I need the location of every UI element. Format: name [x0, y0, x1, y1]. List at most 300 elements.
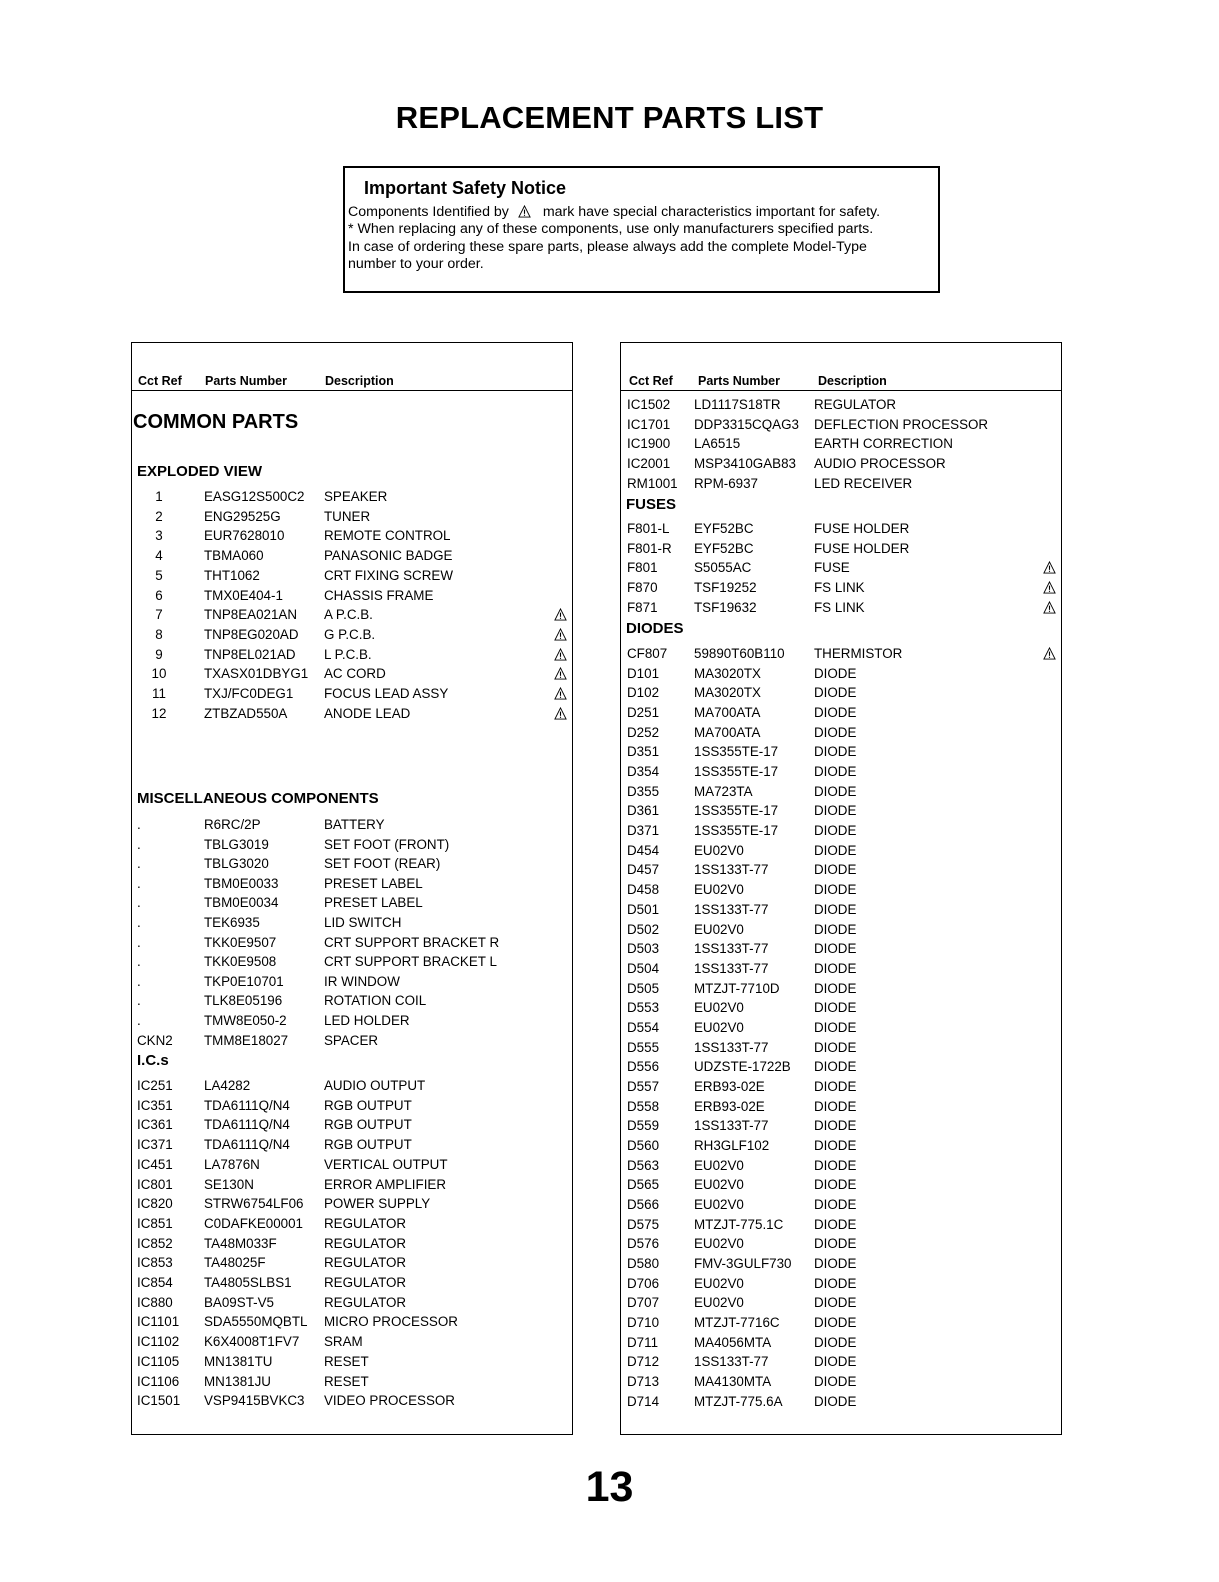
- cct-ref-cell: IC371: [137, 1137, 173, 1153]
- part-number-cell: MTZJT-775.6A: [694, 1393, 783, 1409]
- table-row: [621, 1040, 1061, 1059]
- part-number-cell: EU02V0: [694, 1275, 744, 1291]
- description-cell: DIODE: [814, 744, 857, 760]
- description-cell: DIODE: [814, 1374, 857, 1390]
- cct-ref-cell: D102: [627, 685, 660, 701]
- table-row: [621, 1256, 1061, 1275]
- table-row: [132, 1354, 572, 1373]
- table-row: [621, 1177, 1061, 1196]
- part-number-cell: TNP8EA021AN: [204, 607, 298, 623]
- cct-ref-cell: D576: [627, 1236, 660, 1252]
- part-number-cell: TXJ/FC0DEG1: [204, 686, 294, 701]
- table-row: [132, 876, 572, 895]
- cct-ref-cell: .: [137, 915, 141, 930]
- table-row: [621, 1315, 1061, 1334]
- part-number-cell: LA6515: [694, 436, 741, 452]
- description-cell: DIODE: [814, 1295, 857, 1311]
- page-title: REPLACEMENT PARTS LIST: [395, 100, 824, 135]
- description-cell: RESET: [324, 1353, 369, 1369]
- table-row: [621, 1217, 1061, 1236]
- part-number-cell: R6RC/2P: [204, 817, 261, 832]
- part-number-cell: MTZJT-7710D: [694, 980, 780, 996]
- part-number-cell: SE130N: [204, 1176, 254, 1192]
- table-row: [621, 1335, 1061, 1354]
- description-cell: AUDIO PROCESSOR: [814, 456, 946, 472]
- description-cell: REGULATOR: [814, 397, 897, 412]
- cct-ref-cell: CKN2: [137, 1032, 173, 1048]
- part-number-cell: 1SS133T-77: [694, 960, 769, 976]
- cct-ref-cell: D706: [627, 1275, 660, 1291]
- description-cell: SPACER: [324, 1032, 379, 1048]
- description-cell: DIODE: [814, 862, 857, 878]
- table-row: [132, 607, 572, 626]
- part-number-cell: TMX0E404-1: [204, 587, 283, 603]
- part-number-cell: EYF52BC: [694, 521, 754, 536]
- warning-triangle-icon: [1043, 601, 1056, 617]
- table-row: [621, 882, 1061, 901]
- cct-ref-cell: 8: [155, 626, 163, 642]
- cct-ref-cell: D557: [627, 1078, 660, 1094]
- table-row: [132, 1137, 572, 1156]
- cct-ref-cell: D502: [627, 921, 660, 937]
- cct-ref-cell: D355: [627, 783, 660, 799]
- table-row: [132, 1013, 572, 1032]
- cct-ref-cell: D713: [627, 1374, 660, 1390]
- table-row: [621, 764, 1061, 783]
- part-number-cell: TBMA060: [204, 548, 264, 564]
- table-row: [621, 1158, 1061, 1177]
- part-number-cell: EU02V0: [694, 1177, 744, 1193]
- page-number: 13: [585, 1463, 634, 1511]
- cct-ref-cell: D101: [627, 665, 660, 681]
- part-number-cell: TSF19252: [694, 580, 757, 596]
- description-cell: DIODE: [814, 1000, 857, 1016]
- table-row: [132, 548, 572, 567]
- part-number-cell: BA09ST-V5: [204, 1294, 274, 1310]
- table-row: [621, 1276, 1061, 1295]
- table-row: [621, 862, 1061, 881]
- table-row: [621, 823, 1061, 842]
- diodes-heading: DIODES: [626, 620, 684, 637]
- description-cell: PRESET LABEL: [324, 895, 423, 911]
- table-row: [621, 1079, 1061, 1098]
- part-number-cell: MA4130MTA: [694, 1374, 772, 1390]
- part-number-cell: EU02V0: [694, 842, 744, 858]
- table-row: [621, 476, 1061, 495]
- cct-ref-cell: 12: [151, 705, 167, 721]
- table-row: [132, 647, 572, 666]
- part-number-cell: RPM-6937: [694, 475, 759, 491]
- cct-ref-cell: 3: [155, 528, 163, 544]
- cct-ref-cell: IC451: [137, 1156, 173, 1172]
- part-number-cell: EU02V0: [694, 1197, 744, 1213]
- warning-triangle-icon: [1043, 647, 1056, 663]
- safety-notice-line-3: In case of ordering these spare parts, please always add the complete Model-Type: [348, 239, 867, 255]
- table-row: [621, 902, 1061, 921]
- description-cell: DIODE: [814, 1216, 857, 1232]
- cct-ref-cell: D554: [627, 1019, 660, 1035]
- table-row: [621, 1197, 1061, 1216]
- description-cell: DIODE: [814, 764, 857, 780]
- cct-ref-cell: IC1501: [137, 1393, 181, 1409]
- table-row: [132, 1374, 572, 1393]
- part-number-cell: THT1062: [204, 567, 260, 583]
- table-row: [132, 954, 572, 973]
- common-parts-heading: COMMON PARTS: [133, 411, 299, 433]
- cct-ref-cell: D710: [627, 1315, 660, 1331]
- part-number-cell: TDA6111Q/N4: [204, 1097, 290, 1113]
- cct-ref-cell: D560: [627, 1138, 660, 1153]
- description-cell: DIODE: [814, 1177, 857, 1193]
- part-number-cell: ENG29525G: [204, 508, 281, 524]
- warning-triangle-icon: [554, 707, 567, 723]
- description-cell: TUNER: [324, 508, 371, 524]
- description-cell: MICRO PROCESSOR: [324, 1314, 458, 1330]
- part-number-cell: LA7876N: [204, 1156, 260, 1172]
- cct-ref-cell: D712: [627, 1354, 660, 1370]
- part-number-cell: MA3020TX: [694, 665, 761, 681]
- cct-ref-cell: D565: [627, 1177, 660, 1193]
- table-row: [621, 666, 1061, 685]
- part-number-cell: VSP9415BVKC3: [204, 1393, 305, 1409]
- table-row: [132, 489, 572, 508]
- cct-ref-cell: 7: [155, 607, 163, 623]
- cct-ref-cell: 10: [151, 666, 167, 682]
- table-row: [621, 1059, 1061, 1078]
- part-number-cell: EU02V0: [694, 1236, 744, 1252]
- description-cell: RGB OUTPUT: [324, 1137, 412, 1153]
- table-row: [132, 993, 572, 1012]
- cct-ref-cell: 6: [155, 587, 163, 603]
- cct-ref-cell: F870: [627, 580, 658, 596]
- part-number-cell: TNP8EL021AD: [204, 646, 296, 662]
- part-number-cell: ERB93-02E: [694, 1098, 765, 1114]
- description-cell: VIDEO PROCESSOR: [324, 1393, 455, 1409]
- part-number-cell: 1SS133T-77: [694, 1039, 769, 1055]
- description-cell: DIODE: [814, 1019, 857, 1035]
- cct-ref-cell: IC351: [137, 1097, 173, 1113]
- warning-triangle-icon: [518, 205, 531, 218]
- cct-ref-cell: .: [137, 817, 141, 832]
- cct-ref-cell: .: [137, 993, 141, 1009]
- table-row: [132, 895, 572, 914]
- description-cell: REGULATOR: [324, 1294, 407, 1310]
- table-row: [621, 1099, 1061, 1118]
- cct-ref-cell: IC1105: [137, 1353, 180, 1369]
- part-number-cell: DDP3315CQAG3: [694, 416, 799, 432]
- cct-ref-cell: D580: [627, 1256, 660, 1272]
- description-cell: EARTH CORRECTION: [814, 436, 953, 452]
- part-number-cell: TXASX01DBYG1: [204, 666, 309, 682]
- part-number-cell: MN1381TU: [204, 1353, 273, 1369]
- part-number-cell: ERB93-02E: [694, 1078, 765, 1094]
- table-row: [132, 666, 572, 685]
- description-cell: CRT SUPPORT BRACKET L: [324, 954, 497, 970]
- cct-ref-cell: RM1001: [627, 475, 678, 491]
- part-number-cell: TBLG3019: [204, 836, 269, 852]
- table-row: [132, 1334, 572, 1353]
- description-cell: LID SWITCH: [324, 915, 402, 930]
- table-row: [621, 1118, 1061, 1137]
- description-cell: CHASSIS FRAME: [324, 587, 434, 603]
- exploded-view-heading: EXPLODED VIEW: [137, 463, 263, 480]
- table-row: [132, 1295, 572, 1314]
- table-row: [621, 1000, 1061, 1019]
- cct-ref-cell: .: [137, 856, 141, 872]
- part-number-cell: FMV-3GULF730: [694, 1256, 792, 1272]
- cct-ref-cell: D503: [627, 941, 660, 957]
- description-cell: FUSE: [814, 560, 850, 576]
- safety-notice-title: Important Safety Notice: [364, 178, 567, 198]
- part-number-cell: 1SS133T-77: [694, 1118, 769, 1134]
- part-number-cell: LD1117S18TR: [694, 397, 781, 412]
- part-number-cell: MA3020TX: [694, 685, 761, 701]
- description-cell: DIODE: [814, 1157, 857, 1173]
- table-row: [132, 1216, 572, 1235]
- table-row: [621, 1295, 1061, 1314]
- cct-ref-cell: D351: [627, 744, 660, 760]
- misc-components-heading: MISCELLANEOUS COMPONENTS: [137, 790, 379, 807]
- cct-ref-cell: F801-L: [627, 521, 670, 536]
- description-cell: DIODE: [814, 1334, 857, 1350]
- description-cell: DIODE: [814, 1197, 857, 1213]
- cct-ref-cell: .: [137, 875, 141, 891]
- cct-ref-header: Cct Ref: [629, 374, 673, 388]
- part-number-cell: MA700ATA: [694, 705, 761, 721]
- table-row: [132, 706, 572, 725]
- description-cell: SPEAKER: [324, 489, 388, 504]
- part-number-cell: UDZSTE-1722B: [694, 1059, 791, 1075]
- table-row: [621, 941, 1061, 960]
- part-number-cell: 1SS133T-77: [694, 1354, 769, 1370]
- cct-ref-cell: IC1101: [137, 1314, 180, 1330]
- safety-notice-line-4: number to your order.: [348, 256, 484, 272]
- part-number-cell: STRW6754LF06: [204, 1196, 304, 1212]
- table-row: [621, 981, 1061, 1000]
- part-number-cell: 1SS355TE-17: [694, 744, 779, 760]
- description-header: Description: [325, 374, 394, 388]
- warning-triangle-icon: [1043, 561, 1056, 577]
- table-row: [621, 922, 1061, 941]
- table-row: [621, 521, 1061, 540]
- part-number-cell: 1SS133T-77: [694, 901, 769, 917]
- description-cell: DIODE: [814, 921, 857, 937]
- table-row: [132, 686, 572, 705]
- cct-ref-cell: IC820: [137, 1196, 173, 1212]
- part-number-cell: EASG12S500C2: [204, 489, 305, 504]
- part-number-cell: RH3GLF102: [694, 1138, 770, 1153]
- part-number-cell: MA4056MTA: [694, 1334, 772, 1350]
- description-cell: DIODE: [814, 685, 857, 701]
- description-cell: FS LINK: [814, 599, 865, 615]
- description-cell: THERMISTOR: [814, 646, 903, 661]
- table-row: [621, 1236, 1061, 1255]
- description-cell: FUSE HOLDER: [814, 540, 910, 556]
- cct-ref-cell: D505: [627, 980, 660, 996]
- part-number-cell: EU02V0: [694, 1000, 744, 1016]
- part-number-cell: EU02V0: [694, 1157, 744, 1173]
- description-cell: DIODE: [814, 1315, 857, 1331]
- description-cell: DIODE: [814, 960, 857, 976]
- cct-ref-cell: D575: [627, 1216, 660, 1232]
- part-number-cell: TBM0E0033: [204, 875, 279, 891]
- cct-ref-cell: D707: [627, 1295, 660, 1311]
- description-cell: FOCUS LEAD ASSY: [324, 686, 449, 701]
- warning-triangle-icon: [554, 648, 567, 664]
- part-number-cell: MTZJT-7716C: [694, 1315, 780, 1331]
- part-number-cell: TMM8E18027: [204, 1032, 289, 1048]
- fuses-heading: FUSES: [626, 496, 677, 513]
- cct-ref-cell: F801-R: [627, 540, 672, 556]
- table-row: [132, 974, 572, 993]
- part-number-cell: TA48M033F: [204, 1235, 277, 1251]
- description-cell: DIODE: [814, 901, 857, 917]
- cct-ref-cell: F871: [627, 599, 658, 615]
- description-cell: DIODE: [814, 980, 857, 996]
- cct-ref-cell: IC2001: [627, 456, 671, 472]
- table-row: [621, 1374, 1061, 1393]
- table-row: [621, 600, 1061, 619]
- description-cell: PANASONIC BADGE: [324, 548, 453, 564]
- table-row: [621, 961, 1061, 980]
- description-cell: DIODE: [814, 842, 857, 858]
- description-cell: DIODE: [814, 1236, 857, 1252]
- description-cell: DIODE: [814, 1138, 857, 1153]
- description-cell: ANODE LEAD: [324, 705, 411, 721]
- part-number-cell: TKK0E9508: [204, 954, 277, 970]
- cct-ref-cell: IC853: [137, 1255, 173, 1271]
- part-number-cell: TSF19632: [694, 599, 757, 615]
- table-row: [621, 646, 1061, 665]
- table-row: [621, 784, 1061, 803]
- part-number-cell: LA4282: [204, 1078, 251, 1093]
- warning-triangle-icon: [554, 667, 567, 683]
- ics-heading: I.C.s: [137, 1052, 169, 1069]
- part-number-cell: TKK0E9507: [204, 934, 277, 950]
- part-number-cell: EU02V0: [694, 882, 744, 898]
- description-cell: FS LINK: [814, 580, 865, 596]
- table-row: [621, 803, 1061, 822]
- table-row: [132, 1033, 572, 1052]
- safety-notice-line-1-end: mark have special characteristics important for safety.: [542, 204, 881, 220]
- cct-ref-cell: IC851: [137, 1215, 173, 1231]
- cct-ref-cell: 1: [155, 489, 163, 504]
- description-cell: REGULATOR: [324, 1235, 407, 1251]
- cct-ref-cell: .: [137, 934, 141, 950]
- description-cell: DIODE: [814, 665, 857, 681]
- table-row: [621, 1138, 1061, 1157]
- description-cell: ROTATION COIL: [324, 993, 427, 1009]
- table-row: [132, 1393, 572, 1412]
- table-row: [132, 627, 572, 646]
- table-row: [621, 744, 1061, 763]
- cct-ref-cell: IC251: [137, 1078, 173, 1093]
- cct-ref-cell: IC801: [137, 1176, 173, 1192]
- table-row: [132, 915, 572, 934]
- description-cell: DIODE: [814, 1118, 857, 1134]
- table-row: [132, 817, 572, 836]
- table-row: [621, 541, 1061, 560]
- table-row: [132, 1078, 572, 1097]
- description-cell: DIODE: [814, 803, 857, 819]
- part-number-cell: EYF52BC: [694, 540, 754, 556]
- description-cell: L P.C.B.: [324, 646, 372, 662]
- description-cell: IR WINDOW: [324, 973, 400, 989]
- part-number-cell: TBLG3020: [204, 856, 269, 872]
- cct-ref-cell: D711: [627, 1334, 659, 1350]
- description-cell: LED HOLDER: [324, 1013, 410, 1028]
- part-number-cell: TKP0E10701: [204, 973, 284, 989]
- part-number-cell: TDA6111Q/N4: [204, 1117, 290, 1133]
- part-number-cell: MN1381JU: [204, 1373, 271, 1389]
- part-number-cell: MSP3410GAB83: [694, 456, 796, 472]
- table-row: [132, 856, 572, 875]
- description-cell: ERROR AMPLIFIER: [324, 1176, 447, 1192]
- table-row: [621, 397, 1061, 416]
- part-number-cell: TA4805SLBS1: [204, 1275, 292, 1290]
- cct-ref-cell: .: [137, 1013, 141, 1028]
- table-row: [621, 1394, 1061, 1413]
- part-number-cell: K6X4008T1FV7: [204, 1334, 300, 1350]
- description-header: Description: [818, 374, 887, 388]
- cct-ref-cell: IC1502: [627, 397, 671, 412]
- table-row: [132, 1157, 572, 1176]
- part-number-cell: TNP8EG020AD: [204, 626, 299, 642]
- description-cell: CRT FIXING SCREW: [324, 567, 453, 583]
- header-divider: [132, 390, 572, 391]
- description-cell: REGULATOR: [324, 1215, 407, 1231]
- cct-ref-cell: IC852: [137, 1235, 173, 1251]
- part-number-cell: C0DAFKE00001: [204, 1215, 303, 1231]
- cct-ref-cell: D371: [627, 823, 660, 839]
- description-cell: DIODE: [814, 705, 857, 721]
- description-cell: RESET: [324, 1373, 369, 1389]
- description-cell: SET FOOT (FRONT): [324, 836, 450, 852]
- table-row: [132, 1098, 572, 1117]
- part-number-cell: ZTBZAD550A: [204, 705, 288, 721]
- table-row: [132, 1275, 572, 1294]
- description-cell: DIODE: [814, 1039, 857, 1055]
- cct-ref-cell: IC361: [137, 1117, 173, 1133]
- cct-ref-cell: D553: [627, 1000, 660, 1016]
- parts-number-header: Parts Number: [205, 374, 287, 388]
- cct-ref-cell: D504: [627, 960, 660, 976]
- table-row: [621, 1354, 1061, 1373]
- left-parts-panel: [131, 342, 573, 1435]
- table-row: [621, 1020, 1061, 1039]
- part-number-cell: TLK8E05196: [204, 993, 283, 1009]
- part-number-cell: 1SS355TE-17: [694, 823, 779, 839]
- warning-triangle-icon: [554, 608, 567, 624]
- table-row: [132, 1255, 572, 1274]
- table-row: [132, 1196, 572, 1215]
- safety-notice-line-2: * When replacing any of these components, use only manufacturers specified parts.: [348, 221, 874, 237]
- cct-ref-cell: 4: [155, 548, 163, 564]
- part-number-cell: 59890T60B110: [694, 646, 785, 661]
- description-cell: DIODE: [814, 1256, 857, 1272]
- description-cell: DIODE: [814, 1059, 857, 1075]
- safety-notice-line-1: [348, 204, 880, 220]
- description-cell: REGULATOR: [324, 1255, 407, 1271]
- description-cell: AC CORD: [324, 666, 386, 682]
- cct-ref-cell: D354: [627, 764, 660, 780]
- description-cell: DIODE: [814, 1078, 857, 1094]
- table-row: [132, 1177, 572, 1196]
- part-number-cell: EU02V0: [694, 1019, 744, 1035]
- cct-ref-cell: 9: [155, 646, 163, 662]
- cct-ref-cell: D361: [627, 803, 660, 819]
- cct-ref-cell: .: [137, 895, 141, 911]
